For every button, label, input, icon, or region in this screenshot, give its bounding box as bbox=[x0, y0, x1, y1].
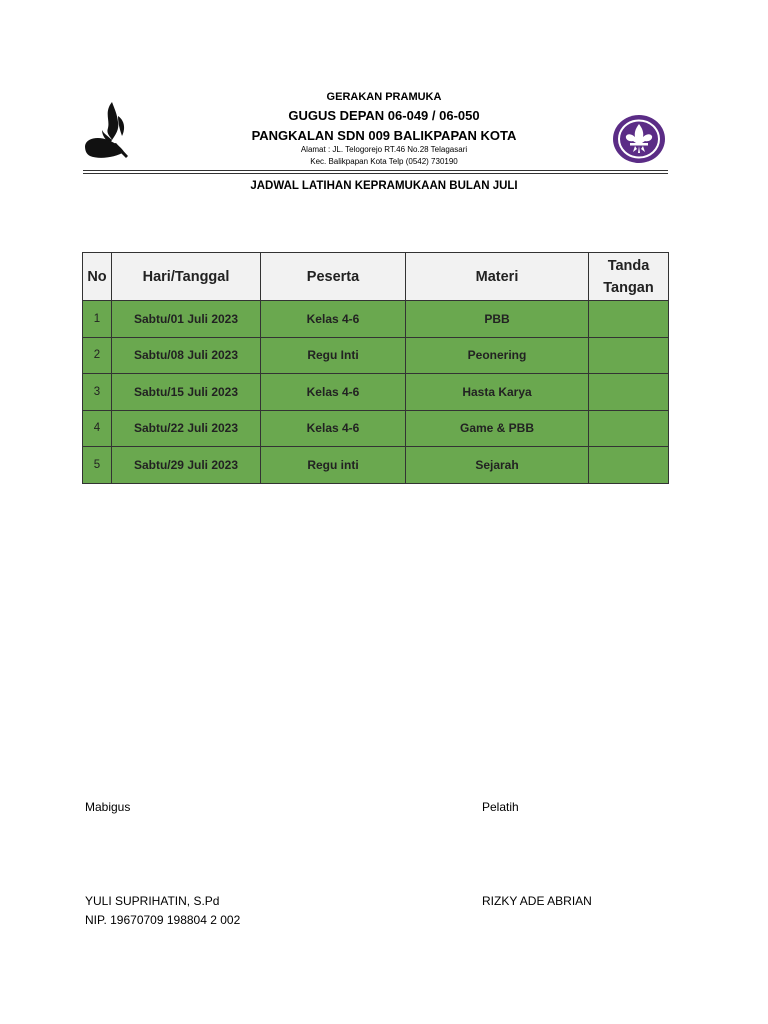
cell-tanda-tangan bbox=[589, 374, 669, 411]
pangkalan-name: PANGKALAN SDN 009 BALIKPAPAN KOTA bbox=[251, 128, 517, 143]
cell-tanda-tangan bbox=[589, 337, 669, 374]
header-divider-bottom bbox=[83, 173, 668, 174]
cell-tanda-tangan bbox=[589, 447, 669, 484]
cell-materi: Hasta Karya bbox=[406, 374, 589, 411]
cell-tanda-tangan bbox=[589, 301, 669, 338]
address-line-2: Kec. Balikpapan Kota Telp (0542) 730190 bbox=[310, 157, 458, 166]
cell-tanggal: Sabtu/22 Juli 2023 bbox=[112, 410, 261, 447]
cell-peserta: Regu Inti bbox=[261, 337, 406, 374]
document-title: JADWAL LATIHAN KEPRAMUKAAN BULAN JULI bbox=[250, 180, 518, 192]
address-line-1: Alamat : JL. Telogorejo RT.46 No.28 Telagasari bbox=[300, 145, 468, 154]
cell-peserta: Kelas 4-6 bbox=[261, 410, 406, 447]
pelatih-name: RIZKY ADE ABRIAN bbox=[482, 894, 592, 908]
cell-materi: Peonering bbox=[406, 337, 589, 374]
cell-no: 5 bbox=[83, 447, 112, 484]
cell-no: 2 bbox=[83, 337, 112, 374]
table-row bbox=[83, 374, 669, 411]
mabigus-nip: NIP. 19670709 198804 2 002 bbox=[85, 913, 241, 927]
gudep-name: GUGUS DEPAN 06-049 / 06-050 bbox=[288, 108, 480, 123]
table-header-row bbox=[83, 253, 669, 301]
mabigus-name: YULI SUPRIHATIN, S.Pd bbox=[85, 894, 220, 908]
pelatih-role: Pelatih bbox=[482, 800, 519, 814]
cell-tanggal: Sabtu/15 Juli 2023 bbox=[112, 374, 261, 411]
cell-tanggal: Sabtu/08 Juli 2023 bbox=[112, 337, 261, 374]
cell-materi: Game & PBB bbox=[406, 410, 589, 447]
cell-no: 3 bbox=[83, 374, 112, 411]
table-row bbox=[83, 447, 669, 484]
cell-no: 4 bbox=[83, 410, 112, 447]
cell-materi: Sejarah bbox=[406, 447, 589, 484]
cell-peserta: Regu inti bbox=[261, 447, 406, 484]
table-row bbox=[83, 301, 669, 338]
schedule-table bbox=[82, 252, 669, 484]
header-no: No bbox=[83, 253, 112, 301]
table-row bbox=[83, 337, 669, 374]
cell-materi: PBB bbox=[406, 301, 589, 338]
cell-peserta: Kelas 4-6 bbox=[261, 301, 406, 338]
header-tanggal: Hari/Tanggal bbox=[112, 253, 261, 301]
header-peserta: Peserta bbox=[261, 253, 406, 301]
header-tanda-tangan bbox=[589, 253, 669, 301]
cell-tanggal: Sabtu/01 Juli 2023 bbox=[112, 301, 261, 338]
table-row bbox=[83, 410, 669, 447]
cell-peserta: Kelas 4-6 bbox=[261, 374, 406, 411]
cell-tanda-tangan bbox=[589, 410, 669, 447]
org-name: GERAKAN PRAMUKA bbox=[326, 91, 442, 103]
cell-no: 1 bbox=[83, 301, 112, 338]
mabigus-role: Mabigus bbox=[85, 800, 131, 814]
cell-tanggal: Sabtu/29 Juli 2023 bbox=[112, 447, 261, 484]
header-tanda-line: Tanda bbox=[607, 257, 650, 274]
header-tangan-line: Tangan bbox=[603, 279, 654, 296]
header-divider-top bbox=[83, 170, 668, 171]
header-materi: Materi bbox=[406, 253, 589, 301]
